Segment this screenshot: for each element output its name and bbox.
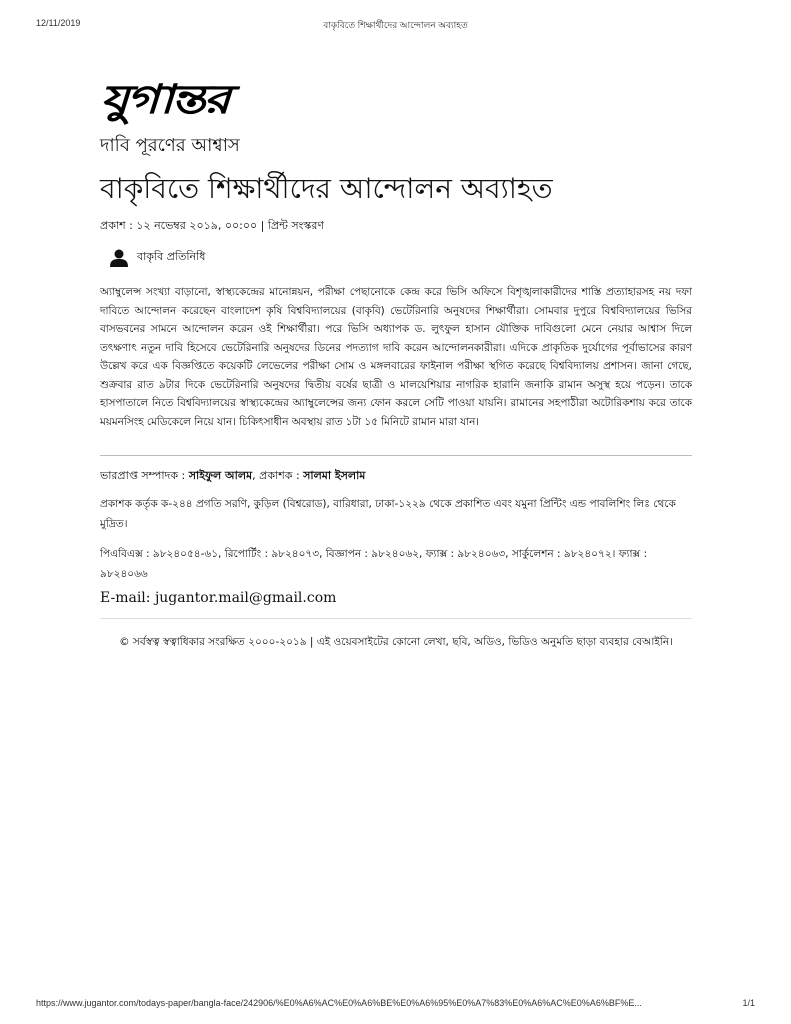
article-body: অ্যাম্বুলেন্স সংখ্যা বাড়ানো, স্বাস্থ্যকেন্দ্রের মানোন্নয়ন, পরীক্ষা পেছানোকে কেন্দ্র করে ভিসি অফিসে বিশৃঙ্খলাকারীদের শাস্তি প্রত্যাহারসহ নয় দফা দাবিতে আন্দোলন করেছেন বাংলাদেশ কৃষি বিশ্ববিদ্যালয়ের (বাকৃবি) ভেটেরিনারি অনুষদের শিক্ষার্থীরা। সোমবার দুপুরে বিশ্ববিদ্যালয়ের ভিসির বাসভবনের সামনে আন্দোলন করেন ওই শিক্ষার্থীরা। পরে ভিসি অধ্যাপক ড. লুৎফুল হাসান যৌক্তিক দাবিগুলো মেনে নেয়ার আশ্বাস দিলে তৎক্ষণাৎ নতুন দাবি হিসেবে ভেটেরিনারি অনুষদের ডিনের পদত্যাগ দাবি করেন আন্দোলনকারীরা। এদিকে প্রাকৃতিক দুর্যোগের পূর্বাভাসের কারণ উল্লেখ করে এক বিজ্ঞপ্তিতে কয়েকটি লেভেলের পরীক্ষা সোম ও মঙ্গলবারের ফাইনাল পরীক্ষা স্থগিত করেছে বিশ্ববিদ্যালয় প্রশাসন। জানা গেছে, শুক্রবার রাত ৯টার দিকে ভেটেরিনারি অনুষদের দ্বিতীয় বর্ষের ছাত্রী ও মালয়েশিয়ার নাগরিক হারানি জনাকি রামান অসুস্থ হয়ে পড়েন। তাকে হাসপাতালে নিতে বিশ্ববিদ্যালয়ের স্বাস্থ্যকেন্দ্রের অ্যাম্বুলেন্সের জন্য ফোন করলে সেটি পাওয়া যায়নি। রামানের সহপাঠীরা অটোরিকশায় করে তাকে ময়মনসিংহ মেডিকেলে নিয়ে যান। চিকিৎসাধীন অবস্থায় রাত ১টা ১৫ মিনিটে রামান মারা যান। [100, 286, 692, 428]
print-page-number: 1/1 [742, 998, 755, 1008]
print-page-title: বাকৃবিতে শিক্ষার্থীদের আন্দোলন অব্যাহত [323, 20, 468, 30]
editor-line [100, 468, 692, 484]
publication-info: প্রকাশক কর্তৃক ক-২৪৪ প্রগতি সরণি, কুড়িল (বিশ্বরোড), বারিধারা, ঢাকা-১২২৯ থেকে প্রকাশিত এবং যমুনা প্রিন্টিং এন্ড পাবলিশিং লিঃ থেকে মুদ্রিত। [100, 498, 676, 530]
article-author [100, 248, 692, 267]
print-header [36, 18, 755, 32]
print-url: https://www.jugantor.com/todays-paper/bangla-face/242906/%E0%A6%AC%E0%A6%BE%E0%A6%95%E0%A7%83%E0%A6%AC%E0%A6%BF%E... [36, 998, 642, 1008]
footer-divider [100, 455, 692, 456]
article-content [100, 76, 692, 651]
print-date: 12/11/2019 [36, 18, 81, 28]
publisher-label: , প্রকাশক : [252, 469, 304, 482]
jugantor-logo[interactable]: যুগান্তর [100, 76, 229, 123]
print-footer [36, 998, 755, 1012]
article-meta: প্রকাশ : ১২ নভেম্বর ২০১৯, ০০:০০ | প্রিন্ট সংস্করণ [100, 219, 325, 232]
contact-email[interactable]: E-mail: jugantor.mail@gmail.com [100, 590, 337, 606]
editor-label: ভারপ্রাপ্ত সম্পাদক : [100, 469, 189, 482]
user-icon [109, 249, 129, 267]
article-headline: বাকৃবিতে শিক্ষার্থীদের আন্দোলন অব্যাহত [100, 172, 553, 205]
contact-numbers: পিএবিএক্স : ৯৮২৪০৫৪-৬১, রিপোর্টিং : ৯৮২৪০৭৩, বিজ্ঞাপন : ৯৮২৪০৬২, ফ্যাক্স : ৯৮২৪০৬৩, সার্কুলেশন : ৯৮২৪০৭২। ফ্যাক্স : ৯৮২৪০৬৬ [100, 548, 648, 580]
copyright-notice: © সর্বস্বত্ব স্বত্বাধিকার সংরক্ষিত ২০০০-২০১৯ | এই ওয়েবসাইটের কোনো লেখা, ছবি, অডিও, ভিডিও অনুমতি ছাড়া ব্যবহার বেআইনি। [119, 636, 673, 648]
editor-name: সাইফুল আলম [188, 469, 253, 482]
copyright-divider [100, 618, 692, 619]
publisher-name: সালমা ইসলাম [303, 469, 366, 482]
author-name[interactable]: বাকৃবি প্রতিনিধি [137, 250, 206, 263]
article-subtitle: দাবি পূরণের আশ্বাস [100, 135, 240, 156]
